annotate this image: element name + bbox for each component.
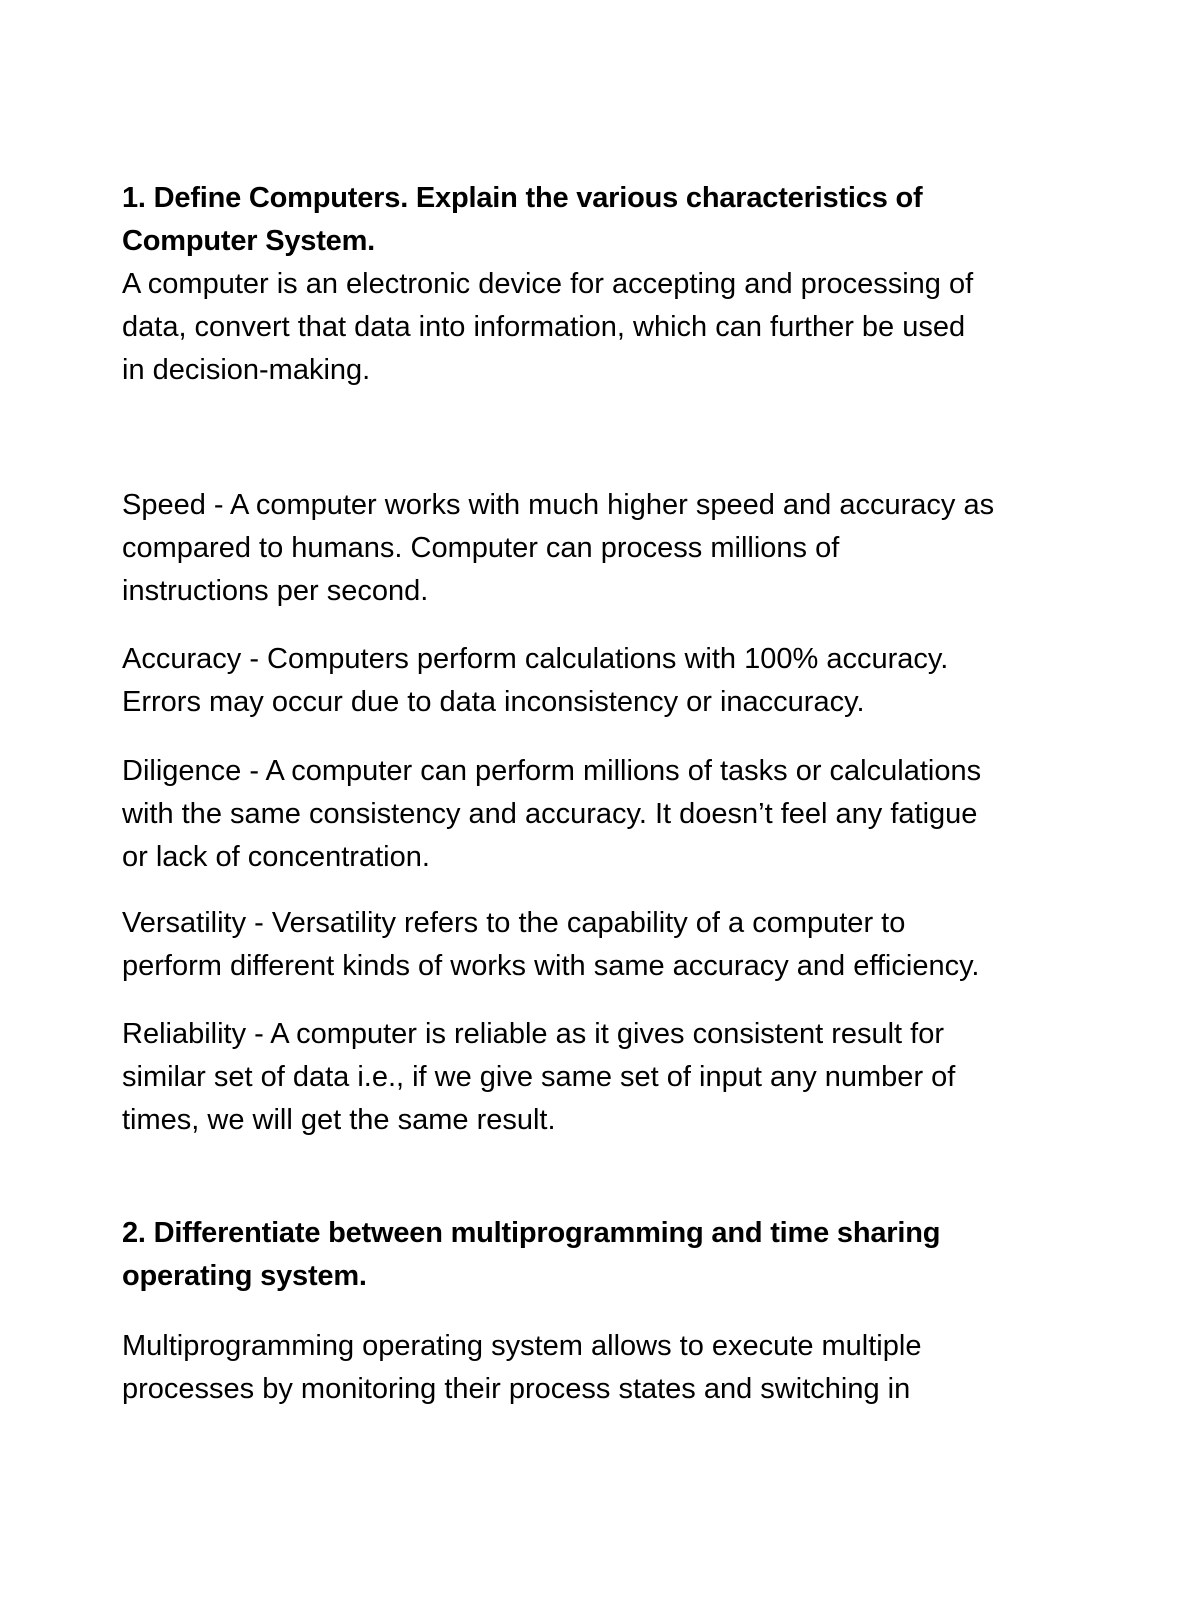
computer-definition-paragraph xyxy=(122,263,1082,392)
heading-line: 1. Define Computers. Explain the various characteristics of xyxy=(122,182,923,214)
paragraph-line: times, we will get the same result. xyxy=(122,1104,556,1136)
reliability-paragraph xyxy=(122,1013,1082,1142)
paragraph-line: or lack of concentration. xyxy=(122,841,430,873)
versatility-paragraph xyxy=(122,902,1082,988)
question-1-heading xyxy=(122,177,1082,263)
speed-paragraph xyxy=(122,484,1082,613)
paragraph-line: Reliability - A computer is reliable as it gives consistent result for xyxy=(122,1018,945,1050)
paragraph-line: Accuracy - Computers perform calculations with 100% accuracy. xyxy=(122,643,949,675)
heading-line: Computer System. xyxy=(122,225,376,257)
paragraph-line: Versatility - Versatility refers to the capability of a computer to xyxy=(122,907,906,939)
paragraph-line: A computer is an electronic device for accepting and processing of xyxy=(122,268,974,300)
accuracy-paragraph xyxy=(122,638,1082,724)
diligence-paragraph xyxy=(122,750,1082,879)
heading-line: 2. Differentiate between multiprogramming and time sharing xyxy=(122,1217,941,1249)
paragraph-line: in decision-making. xyxy=(122,354,371,386)
paragraph-line: Errors may occur due to data inconsistency or inaccuracy. xyxy=(122,686,865,718)
multiprogramming-paragraph xyxy=(122,1325,1082,1411)
paragraph-line: data, convert that data into information, which can further be used xyxy=(122,311,966,343)
paragraph-line: similar set of data i.e., if we give same set of input any number of xyxy=(122,1061,956,1093)
heading-line: operating system. xyxy=(122,1260,367,1292)
paragraph-line: Speed - A computer works with much higher speed and accuracy as xyxy=(122,489,995,521)
paragraph-line: compared to humans. Computer can process millions of xyxy=(122,532,840,564)
paragraph-line: processes by monitoring their process states and switching in xyxy=(122,1373,911,1405)
question-2-heading xyxy=(122,1212,1082,1298)
paragraph-line: Multiprogramming operating system allows to execute multiple xyxy=(122,1330,922,1362)
paragraph-line: with the same consistency and accuracy. It doesn’t feel any fatigue xyxy=(122,798,978,830)
paragraph-line: Diligence - A computer can perform millions of tasks or calculations xyxy=(122,755,982,787)
paragraph-line: perform different kinds of works with same accuracy and efficiency. xyxy=(122,950,980,982)
paragraph-line: instructions per second. xyxy=(122,575,429,607)
